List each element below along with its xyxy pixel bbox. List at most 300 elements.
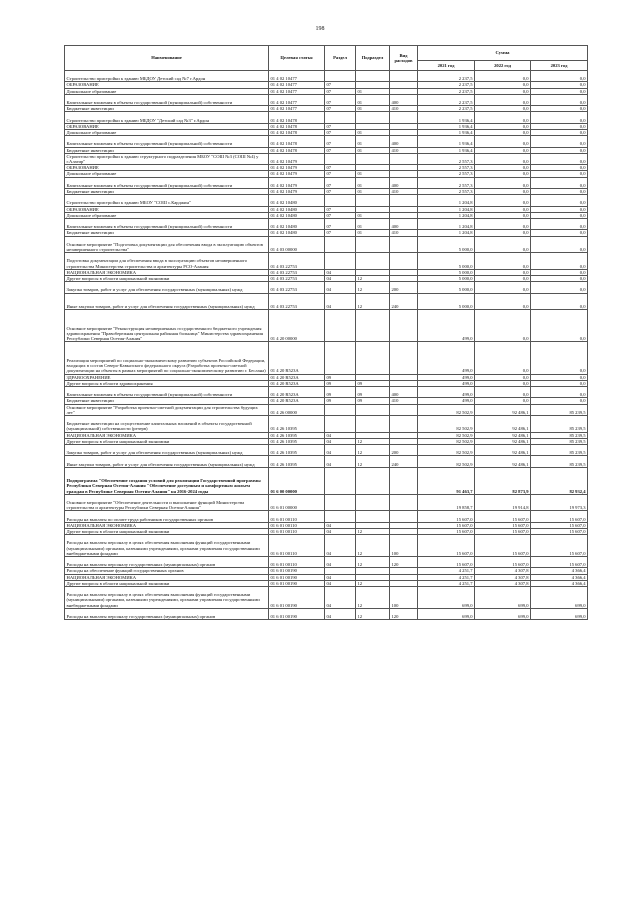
cell-name: НАЦИОНАЛЬНАЯ ЭКОНОМИКА	[65, 522, 269, 528]
cell-subsection	[356, 310, 390, 342]
cell-2023: 85 239,5	[531, 438, 588, 444]
cell-subsection: 12	[356, 608, 390, 619]
cell-2022: 15 607,0	[475, 556, 531, 567]
cell-section: 04	[325, 293, 356, 310]
cell-2021: 499,0	[418, 398, 475, 404]
cell-2023: 0,0	[531, 147, 588, 153]
table-body	[65, 71, 588, 620]
cell-2023: 0,0	[531, 171, 588, 177]
cell-2023: 0,0	[531, 212, 588, 218]
table-row	[65, 386, 588, 397]
table-row	[65, 415, 588, 432]
cell-type	[390, 253, 418, 270]
cell-2023: 19 973,3	[531, 494, 588, 511]
cell-type: 410	[390, 230, 418, 236]
cell-subsection: 12	[356, 528, 390, 534]
cell-target: 01 4 20 R523A	[269, 374, 325, 380]
cell-2021: 19 858,7	[418, 494, 475, 511]
cell-name: Основное мероприятие "Разработка проектно-сметной документации для строительства будущих лет"	[65, 404, 269, 415]
cell-2023: 0,0	[531, 123, 588, 129]
cell-2022: 0,0	[475, 236, 531, 253]
cell-target: 01 4 26 10395	[269, 438, 325, 444]
table-row	[65, 586, 588, 608]
cell-name: Капитальные вложения в объекты государственной (муниципальной) собственности	[65, 136, 269, 147]
cell-target: 01 6 01 00110	[269, 556, 325, 567]
cell-type	[390, 342, 418, 374]
cell-target: 01 6 01 00190	[269, 568, 325, 574]
cell-2023: 0,0	[531, 129, 588, 135]
table-row	[65, 218, 588, 229]
cell-subsection: 09	[356, 398, 390, 404]
cell-section: 07	[325, 147, 356, 153]
cell-name: ОБРАЗОВАНИЕ	[65, 82, 269, 88]
cell-target: 01 4 02 10479	[269, 165, 325, 171]
cell-2023: 0,0	[531, 165, 588, 171]
cell-2022: 0,0	[475, 206, 531, 212]
cell-2021: 5 000,0	[418, 293, 475, 310]
cell-section: 07	[325, 218, 356, 229]
cell-type: 100	[390, 586, 418, 608]
cell-name: Расходы на выплаты персоналу в целях обеспечения выполнения функций государственными (муниципальными) органами, казенными учреждениями, органами управления государственными внебюджетными фондами	[65, 586, 269, 608]
cell-2022: 15 607,0	[475, 522, 531, 528]
cell-type: 120	[390, 608, 418, 619]
cell-section: 07	[325, 230, 356, 236]
cell-2023: 0,0	[531, 269, 588, 275]
cell-name: Другие вопросы в области национальной экономики	[65, 528, 269, 534]
cell-type: 200	[390, 444, 418, 455]
cell-section: 07	[325, 88, 356, 94]
cell-section: 04	[325, 438, 356, 444]
cell-subsection: 01	[356, 106, 390, 112]
cell-target: 01 6 01 00190	[269, 586, 325, 608]
table-row	[65, 535, 588, 557]
cell-2023: 85 239,5	[531, 432, 588, 438]
cell-section	[325, 253, 356, 270]
cell-section	[325, 467, 356, 494]
cell-2023: 0,0	[531, 206, 588, 212]
cell-section: 04	[325, 580, 356, 586]
cell-2021: 499,0	[418, 386, 475, 397]
cell-2022: 0,0	[475, 136, 531, 147]
cell-2023: 85 239,5	[531, 404, 588, 415]
cell-target: 01 4 02 10480	[269, 195, 325, 206]
header-subsection: Подраздел	[356, 46, 390, 71]
cell-subsection	[356, 236, 390, 253]
cell-type: 410	[390, 398, 418, 404]
cell-2021: 1 936,4	[418, 112, 475, 123]
cell-2022: 92 486,1	[475, 438, 531, 444]
cell-type	[390, 236, 418, 253]
cell-name: Капитальные вложения в объекты государственной (муниципальной) собственности	[65, 218, 269, 229]
cell-2021: 699,0	[418, 608, 475, 619]
cell-section: 07	[325, 136, 356, 147]
cell-2022: 0,0	[475, 282, 531, 293]
cell-subsection: 01	[356, 136, 390, 147]
cell-section	[325, 71, 356, 82]
cell-section: 04	[325, 556, 356, 567]
cell-section	[325, 404, 356, 415]
cell-section	[325, 112, 356, 123]
cell-2023: 0,0	[531, 282, 588, 293]
cell-2023: 0,0	[531, 112, 588, 123]
cell-2021: 2 557,3	[418, 171, 475, 177]
cell-2022: 82 873,9	[475, 467, 531, 494]
cell-2021: 91 463,7	[418, 467, 475, 494]
cell-2022: 0,0	[475, 212, 531, 218]
cell-name: Бюджетные инвестиции	[65, 188, 269, 194]
cell-subsection	[356, 404, 390, 415]
cell-2021: 5 000,0	[418, 269, 475, 275]
cell-2021: 82 502,9	[418, 432, 475, 438]
cell-target: 01 4 02 10479	[269, 153, 325, 164]
cell-name: ОБРАЗОВАНИЕ	[65, 206, 269, 212]
cell-target: 01 4 02 10479	[269, 171, 325, 177]
cell-target: 01 4 03 22753	[269, 253, 325, 270]
table-row	[65, 608, 588, 619]
cell-name: Основное мероприятие "Подготовка документации для обеспечения ввода в эксплуатацию объектов незавершенного строительства"	[65, 236, 269, 253]
cell-type: 400	[390, 94, 418, 105]
cell-2022: 92 486,1	[475, 404, 531, 415]
cell-2021: 2 557,3	[418, 188, 475, 194]
cell-2022: 0,0	[475, 398, 531, 404]
cell-2023: 15 607,0	[531, 528, 588, 534]
cell-type: 400	[390, 386, 418, 397]
cell-subsection: 12	[356, 456, 390, 467]
cell-2021: 15 607,0	[418, 511, 475, 522]
cell-target: 01 6 00 00000	[269, 467, 325, 494]
cell-section: 04	[325, 522, 356, 528]
cell-2021: 5 000,0	[418, 275, 475, 281]
cell-2021: 82 502,9	[418, 456, 475, 467]
cell-name: ОБРАЗОВАНИЕ	[65, 165, 269, 171]
header-section: Раздел	[325, 46, 356, 71]
cell-2021: 1 936,4	[418, 136, 475, 147]
cell-2022: 0,0	[475, 106, 531, 112]
cell-2022: 15 607,0	[475, 535, 531, 557]
cell-section	[325, 195, 356, 206]
cell-name: Бюджетные инвестиции	[65, 106, 269, 112]
cell-section: 04	[325, 528, 356, 534]
cell-section: 04	[325, 535, 356, 557]
cell-name: НАЦИОНАЛЬНАЯ ЭКОНОМИКА	[65, 432, 269, 438]
cell-type: 100	[390, 535, 418, 557]
cell-section: 07	[325, 165, 356, 171]
cell-section: 07	[325, 177, 356, 188]
cell-section: 04	[325, 574, 356, 580]
cell-2022: 0,0	[475, 171, 531, 177]
cell-2021: 4 251,7	[418, 580, 475, 586]
cell-2023: 85 239,5	[531, 456, 588, 467]
cell-2021: 2 237,5	[418, 71, 475, 82]
cell-name: Бюджетные инвестиции	[65, 147, 269, 153]
cell-type: 410	[390, 106, 418, 112]
cell-2022: 0,0	[475, 218, 531, 229]
cell-subsection: 01	[356, 88, 390, 94]
cell-target: 01 4 02 10480	[269, 218, 325, 229]
cell-type	[390, 153, 418, 164]
cell-2021: 1 204,8	[418, 195, 475, 206]
cell-name: Другие вопросы в области национальной экономики	[65, 438, 269, 444]
cell-target: 01 4 03 00000	[269, 236, 325, 253]
header-2022: 2022 год	[475, 61, 531, 71]
cell-type: 240	[390, 456, 418, 467]
cell-target: 01 4 02 10478	[269, 112, 325, 123]
cell-subsection	[356, 112, 390, 123]
cell-section	[325, 236, 356, 253]
cell-name: Другие вопросы в области национальной экономики	[65, 275, 269, 281]
cell-name: Строительство пристройки к зданию МБДОУ "Детский сад №3" г.Ардон	[65, 112, 269, 123]
cell-2021: 1 204,8	[418, 218, 475, 229]
cell-target: 01 4 03 22753	[269, 293, 325, 310]
cell-subsection: 09	[356, 386, 390, 397]
cell-2023: 0,0	[531, 188, 588, 194]
cell-2021: 2 557,3	[418, 153, 475, 164]
cell-name: Основное мероприятие "Обеспечение деятельности и выполнение функций Министерства строительства и архитектуры Республики Северная Осетия-Алания"	[65, 494, 269, 511]
cell-name: Подготовка документации для обеспечения ввода в эксплуатацию объектов незавершенного строительства Министерства строительства и архитектуры РСО-Алания	[65, 253, 269, 270]
cell-2023: 15 607,0	[531, 522, 588, 528]
cell-2021: 2 237,5	[418, 88, 475, 94]
cell-2023: 699,0	[531, 608, 588, 619]
cell-2023: 0,0	[531, 342, 588, 374]
cell-target: 01 4 26 10395	[269, 415, 325, 432]
cell-target: 01 4 03 22753	[269, 275, 325, 281]
cell-target: 01 4 02 10477	[269, 106, 325, 112]
cell-2022: 0,0	[475, 293, 531, 310]
cell-subsection: 12	[356, 580, 390, 586]
cell-subsection: 01	[356, 212, 390, 218]
cell-subsection: 01	[356, 177, 390, 188]
cell-2023: 15 607,0	[531, 511, 588, 522]
cell-target: 01 6 01 00190	[269, 580, 325, 586]
cell-name: Расходы на обеспечение функций государственных органов	[65, 568, 269, 574]
cell-2022: 19 914,8	[475, 494, 531, 511]
cell-2022: 0,0	[475, 153, 531, 164]
header-target: Целевая статья	[269, 46, 325, 71]
cell-2022: 699,0	[475, 608, 531, 619]
cell-section: 04	[325, 432, 356, 438]
cell-section: 07	[325, 129, 356, 135]
cell-name: Расходы на выплаты персоналу в целях обеспечения выполнения функций государственными (муниципальными) органами, казенными учреждениями, органами управления государственными внебюджетными фондами	[65, 535, 269, 557]
cell-type: 400	[390, 177, 418, 188]
cell-2022: 0,0	[475, 195, 531, 206]
cell-target: 01 4 26 10395	[269, 444, 325, 455]
cell-name: ЗДРАВООХРАНЕНИЕ	[65, 374, 269, 380]
cell-subsection: 01	[356, 147, 390, 153]
table-row	[65, 467, 588, 494]
cell-2023: 0,0	[531, 88, 588, 94]
cell-2023: 4 366,4	[531, 574, 588, 580]
cell-2021: 1 204,8	[418, 206, 475, 212]
cell-2021: 1 936,4	[418, 123, 475, 129]
cell-section: 07	[325, 106, 356, 112]
cell-name: Строительство пристройки к зданию МБОУ "СОШ с.Карджин"	[65, 195, 269, 206]
cell-2022: 0,0	[475, 275, 531, 281]
cell-target: 01 4 20 R523A	[269, 398, 325, 404]
cell-type: 400	[390, 218, 418, 229]
cell-2023: 0,0	[531, 374, 588, 380]
cell-type	[390, 467, 418, 494]
cell-target: 01 4 20 00000	[269, 310, 325, 342]
cell-2022: 15 607,0	[475, 511, 531, 522]
cell-2023: 15 607,0	[531, 535, 588, 557]
cell-2022: 699,0	[475, 586, 531, 608]
cell-2021: 699,0	[418, 586, 475, 608]
table-row	[65, 71, 588, 82]
cell-target: 01 4 20 R523A	[269, 386, 325, 397]
cell-section: 09	[325, 374, 356, 380]
cell-2023: 0,0	[531, 136, 588, 147]
cell-2023: 0,0	[531, 236, 588, 253]
cell-2022: 0,0	[475, 188, 531, 194]
table-row	[65, 293, 588, 310]
cell-2022: 0,0	[475, 94, 531, 105]
cell-2021: 2 237,5	[418, 82, 475, 88]
cell-name: Капитальные вложения в объекты государственной (муниципальной) собственности	[65, 177, 269, 188]
page-number: 198	[315, 26, 325, 32]
cell-2022: 0,0	[475, 129, 531, 135]
cell-name: Расходы на выплаты персоналу государственных (муниципальных) органов	[65, 556, 269, 567]
table-row	[65, 112, 588, 123]
cell-target: 01 4 26 00000	[269, 404, 325, 415]
cell-target: 01 4 02 10477	[269, 82, 325, 88]
cell-2023: 0,0	[531, 94, 588, 105]
cell-subsection	[356, 415, 390, 432]
cell-section	[325, 415, 356, 432]
cell-2022: 0,0	[475, 123, 531, 129]
cell-2023: 0,0	[531, 293, 588, 310]
table-row	[65, 136, 588, 147]
cell-2022: 92 486,1	[475, 444, 531, 455]
cell-2021: 1 204,8	[418, 230, 475, 236]
cell-name: Закупка товаров, работ и услуг для обеспечения государственных (муниципальных) нужд	[65, 282, 269, 293]
header-2021: 2021 год	[418, 61, 475, 71]
cell-target: 01 4 02 10479	[269, 188, 325, 194]
cell-target: 01 4 03 22753	[269, 269, 325, 275]
cell-name: Строительство пристройки к зданию структурного подразделения МБОУ "СОШ №3 (СОШ №4) у г.Алагир"	[65, 153, 269, 164]
cell-2021: 1 936,4	[418, 129, 475, 135]
cell-type: 120	[390, 556, 418, 567]
table-row	[65, 310, 588, 342]
cell-name: Капитальные вложения в объекты государственной (муниципальной) собственности	[65, 386, 269, 397]
cell-subsection: 01	[356, 188, 390, 194]
cell-2022: 0,0	[475, 269, 531, 275]
cell-name: Бюджетные инвестиции на осуществление капитальных вложений в объекты государственной (муниципальной) собственности (резерв)	[65, 415, 269, 432]
cell-name: НАЦИОНАЛЬНАЯ ЭКОНОМИКА	[65, 269, 269, 275]
cell-2022: 0,0	[475, 380, 531, 386]
cell-target: 01 4 02 10480	[269, 230, 325, 236]
cell-2023: 15 607,0	[531, 556, 588, 567]
header-sum: Сумма	[418, 46, 588, 61]
cell-2023: 0,0	[531, 230, 588, 236]
cell-name: Дошкольное образование	[65, 212, 269, 218]
cell-subsection: 12	[356, 293, 390, 310]
cell-type: 410	[390, 188, 418, 194]
cell-target: 01 4 02 10477	[269, 71, 325, 82]
cell-type	[390, 71, 418, 82]
cell-2023: 0,0	[531, 253, 588, 270]
cell-section: 04	[325, 282, 356, 293]
cell-target: 01 4 20 R523A	[269, 380, 325, 386]
cell-target: 01 6 01 00000	[269, 494, 325, 511]
cell-section: 07	[325, 212, 356, 218]
cell-section: 09	[325, 380, 356, 386]
cell-2022: 0,0	[475, 82, 531, 88]
cell-type	[390, 310, 418, 342]
cell-target: 01 4 02 10477	[269, 88, 325, 94]
cell-section	[325, 342, 356, 374]
cell-name: Подпрограмма "Обеспечение создания условий для реализации Государственной программы Республики Северная Осетия-Алания "Обеспечение доступным и комфортным жильем граждан в Республике Северная Осетия-Алания" на 2016-2024 годы	[65, 467, 269, 494]
cell-subsection: 09	[356, 380, 390, 386]
cell-section: 09	[325, 398, 356, 404]
budget-table-container	[64, 45, 587, 620]
cell-2021: 82 502,9	[418, 438, 475, 444]
cell-2021: 4 251,7	[418, 568, 475, 574]
cell-subsection	[356, 71, 390, 82]
cell-section: 07	[325, 188, 356, 194]
cell-name: Строительство пристройки к зданию МБДОУ Детский сад №7 г.Ардон	[65, 71, 269, 82]
cell-2021: 15 607,0	[418, 528, 475, 534]
cell-2023: 0,0	[531, 386, 588, 397]
table-row	[65, 195, 588, 206]
cell-section: 07	[325, 82, 356, 88]
cell-target: 01 6 01 00110	[269, 535, 325, 557]
cell-2023: 0,0	[531, 82, 588, 88]
cell-subsection	[356, 494, 390, 511]
cell-name: Другие вопросы в области национальной экономики	[65, 580, 269, 586]
cell-name: Другие вопросы в области здравоохранения	[65, 380, 269, 386]
cell-2022: 0,0	[475, 112, 531, 123]
cell-2022: 4 307,8	[475, 574, 531, 580]
cell-section: 04	[325, 608, 356, 619]
cell-subsection: 12	[356, 556, 390, 567]
cell-2023: 0,0	[531, 71, 588, 82]
cell-name: Расходы на выплаты персоналу государственных (муниципальных) органов	[65, 608, 269, 619]
cell-section: 04	[325, 586, 356, 608]
table-row	[65, 404, 588, 415]
cell-subsection: 12	[356, 586, 390, 608]
cell-type: 240	[390, 293, 418, 310]
cell-subsection	[356, 511, 390, 522]
cell-subsection: 12	[356, 535, 390, 557]
cell-subsection: 01	[356, 171, 390, 177]
cell-section: 07	[325, 123, 356, 129]
cell-name: Реализация мероприятий по социально-экономическому развитию субъектов Российской Федерации, входящих в состав Северо-Кавказского федерального округа (Разработка проектно-сметной документации на объекты в рамках мероприятий по социально-экономическому развитию г. Беслана)	[65, 342, 269, 374]
cell-2021: 15 607,0	[418, 556, 475, 567]
cell-name: ОБРАЗОВАНИЕ	[65, 123, 269, 129]
cell-2021: 82 502,9	[418, 444, 475, 455]
table-row	[65, 342, 588, 374]
cell-section: 04	[325, 269, 356, 275]
table-row	[65, 556, 588, 567]
cell-subsection: 12	[356, 444, 390, 455]
cell-2021: 82 502,9	[418, 404, 475, 415]
table-row	[65, 177, 588, 188]
cell-type	[390, 415, 418, 432]
cell-2021: 2 237,5	[418, 94, 475, 105]
table-row	[65, 282, 588, 293]
cell-target: 01 6 01 00190	[269, 574, 325, 580]
cell-type	[390, 112, 418, 123]
budget-table	[64, 45, 588, 620]
cell-2023: 0,0	[531, 153, 588, 164]
cell-section: 04	[325, 456, 356, 467]
cell-2023: 0,0	[531, 380, 588, 386]
cell-name: Иные закупки товаров, работ и услуг для обеспечения государственных (муниципальных) нужд	[65, 456, 269, 467]
cell-type: 200	[390, 282, 418, 293]
cell-2021: 4 251,7	[418, 574, 475, 580]
cell-subsection: 01	[356, 218, 390, 229]
cell-section: 04	[325, 275, 356, 281]
